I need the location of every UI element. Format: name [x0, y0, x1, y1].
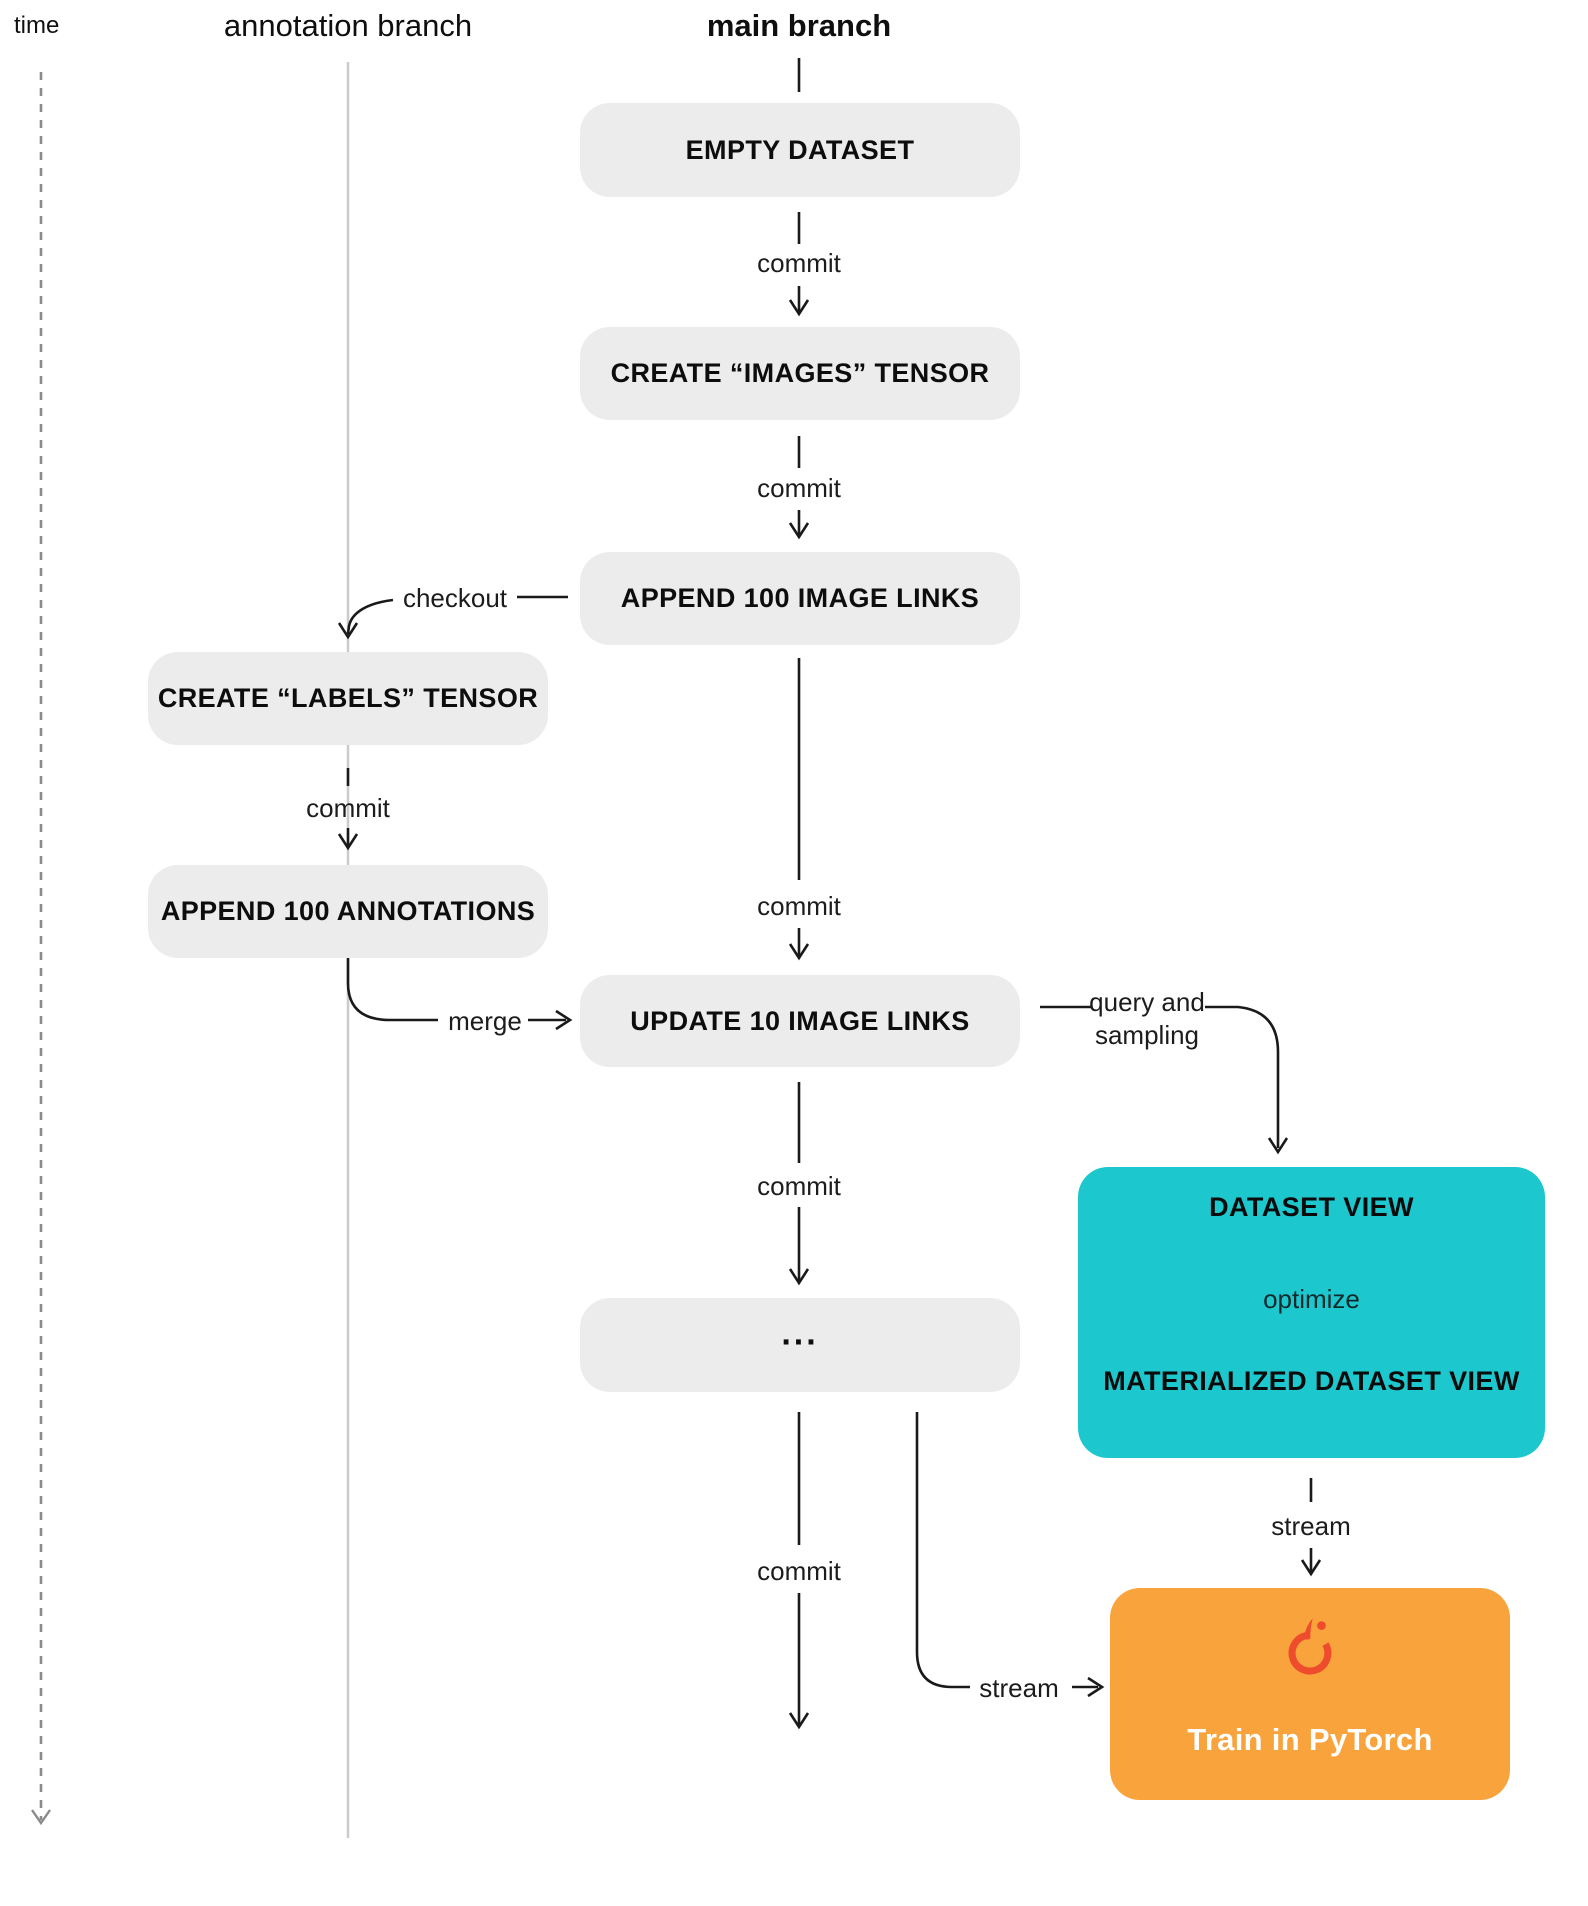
commit-label-annotation: commit [306, 793, 390, 823]
stream-arrowhead [1302, 1560, 1320, 1574]
time-axis-label: time [14, 12, 60, 39]
main-arrowhead-1 [790, 300, 808, 314]
merge-arrowhead [556, 1011, 570, 1029]
commit-label-3: commit [757, 891, 841, 921]
dataset-view-panel [1078, 1167, 1545, 1458]
main-branch-header: main branch [706, 8, 892, 43]
query-sampling-label [1077, 986, 1217, 1052]
node-empty-dataset [580, 103, 1020, 197]
train-pytorch-title: Train in PyTorch [1187, 1722, 1433, 1757]
node-create-images-tensor-label: CREATE “IMAGES” TENSOR [610, 358, 990, 388]
node-create-images-tensor [580, 327, 1020, 420]
checkout-arrowhead [339, 623, 357, 637]
commit-label-2: commit [757, 473, 841, 503]
query-arrowhead [1269, 1138, 1287, 1152]
materialized-dataset-view-title: MATERIALIZED DATASET VIEW [1103, 1366, 1520, 1396]
stream2-arrowhead [1088, 1678, 1102, 1696]
main-arrowhead-4 [790, 1269, 808, 1283]
stream2-curve [917, 1412, 970, 1687]
annotation-arrowhead-1 [339, 834, 357, 848]
time-axis-arrowhead [32, 1810, 50, 1823]
node-append-image-links [580, 552, 1020, 645]
checkout-label: checkout [402, 583, 508, 613]
dataset-view-title: DATASET VIEW [1209, 1192, 1414, 1222]
main-arrowhead-2 [790, 523, 808, 537]
commit-label-1: commit [757, 248, 841, 278]
node-create-labels-tensor-label: CREATE “LABELS” TENSOR [157, 683, 539, 713]
optimize-label: optimize [1263, 1284, 1360, 1314]
node-append-image-links-label: APPEND 100 IMAGE LINKS [620, 583, 980, 613]
node-append-annotations [148, 865, 548, 958]
stream-label-1: stream [1271, 1511, 1351, 1541]
merge-label: merge [448, 1006, 522, 1036]
node-ellipsis-label: ... [781, 1313, 819, 1352]
commit-label-5: commit [757, 1556, 841, 1586]
main-arrowhead-5 [790, 1713, 808, 1727]
node-ellipsis [580, 1298, 1020, 1392]
query-sampling-line2: sampling [1094, 1020, 1200, 1050]
node-update-image-links [580, 975, 1020, 1067]
commit-label-4: commit [757, 1171, 841, 1201]
pytorch-flame-icon [1278, 1616, 1342, 1680]
main-arrowhead-3 [790, 944, 808, 958]
query-sampling-line1: query and [1089, 987, 1205, 1017]
node-append-annotations-label: APPEND 100 ANNOTATIONS [160, 896, 536, 926]
node-empty-dataset-label: EMPTY DATASET [685, 134, 915, 165]
annotation-branch-header: annotation branch [223, 8, 473, 43]
node-create-labels-tensor [148, 652, 548, 745]
train-pytorch-panel [1110, 1588, 1510, 1800]
stream-label-2: stream [979, 1673, 1059, 1703]
node-update-image-links-label: UPDATE 10 IMAGE LINKS [630, 1005, 970, 1036]
